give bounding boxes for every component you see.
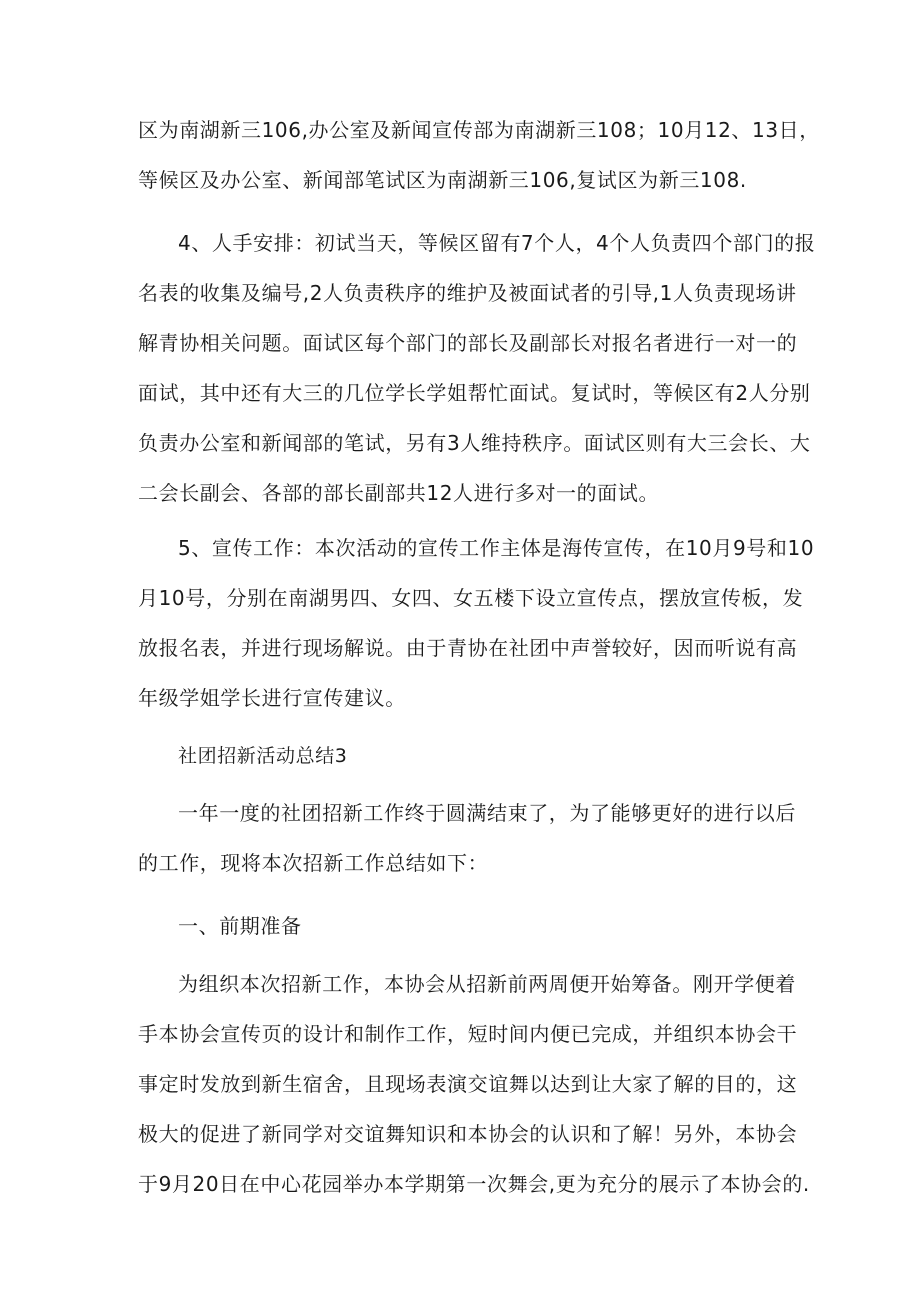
text-line: 解青协相关问题。面试区每个部门的部长及副部长对报名者进行一对一的	[138, 331, 798, 355]
text-line: 名表的收集及编号,2人负责秩序的维护及被面试者的引导,1人负责现场讲	[138, 281, 797, 305]
text-line: 于9月20日在中心花园举办本学期第一次舞会,更为充分的展示了本协会的.	[138, 1172, 810, 1196]
text-line: 一年一度的社团招新工作终于圆满结束了，为了能够更好的进行以后	[178, 801, 796, 825]
text-line: 极大的促进了新同学对交谊舞知识和本协会的认识和了解！另外，本协会	[138, 1122, 798, 1146]
text-line: 为组织本次招新工作，本协会从招新前两周便开始筹备。刚开学便着	[178, 972, 796, 996]
text-line: 放报名表，并进行现场解说。由于青协在社团中声誉较好，因而听说有高	[138, 636, 798, 660]
text-line: 二会长副会、各部的部长副部共12人进行多对一的面试。	[138, 481, 660, 505]
text-line: 区为南湖新三106,办公室及新闻宣传部为南湖新三108；10月12、13日，	[138, 118, 820, 142]
text-line: 5、宣传工作：本次活动的宣传工作主体是海传宣传，在10月9号和10	[178, 536, 815, 560]
text-line: 等候区及办公室、新闻部笔试区为南湖新三106,复试区为新三108.	[138, 168, 747, 192]
text-line: 的工作，现将本次招新工作总结如下：	[138, 851, 489, 875]
text-line: 面试，其中还有大三的几位学长学姐帮忙面试。复试时，等候区有2人分别	[138, 381, 811, 405]
text-line: 年级学姐学长进行宣传建议。	[138, 686, 406, 710]
text-line: 手本协会宣传页的设计和制作工作，短时间内便已完成，并组织本协会干	[138, 1022, 798, 1046]
text-line: 负责办公室和新闻部的笔试，另有3人维持秩序。面试区则有大三会长、大	[138, 431, 811, 455]
subheading: 一、前期准备	[178, 914, 302, 938]
text-line: 4、人手安排：初试当天，等候区留有7个人，4个人负责四个部门的报	[178, 231, 816, 255]
text-line: 事定时发放到新生宿舍，且现场表演交谊舞以达到让大家了解的目的，这	[138, 1072, 798, 1096]
section-heading: 社团招新活动总结3	[178, 745, 348, 767]
text-line: 月10号，分别在南湖男四、女四、女五楼下设立宣传点，摆放宣传板，发	[138, 586, 804, 610]
